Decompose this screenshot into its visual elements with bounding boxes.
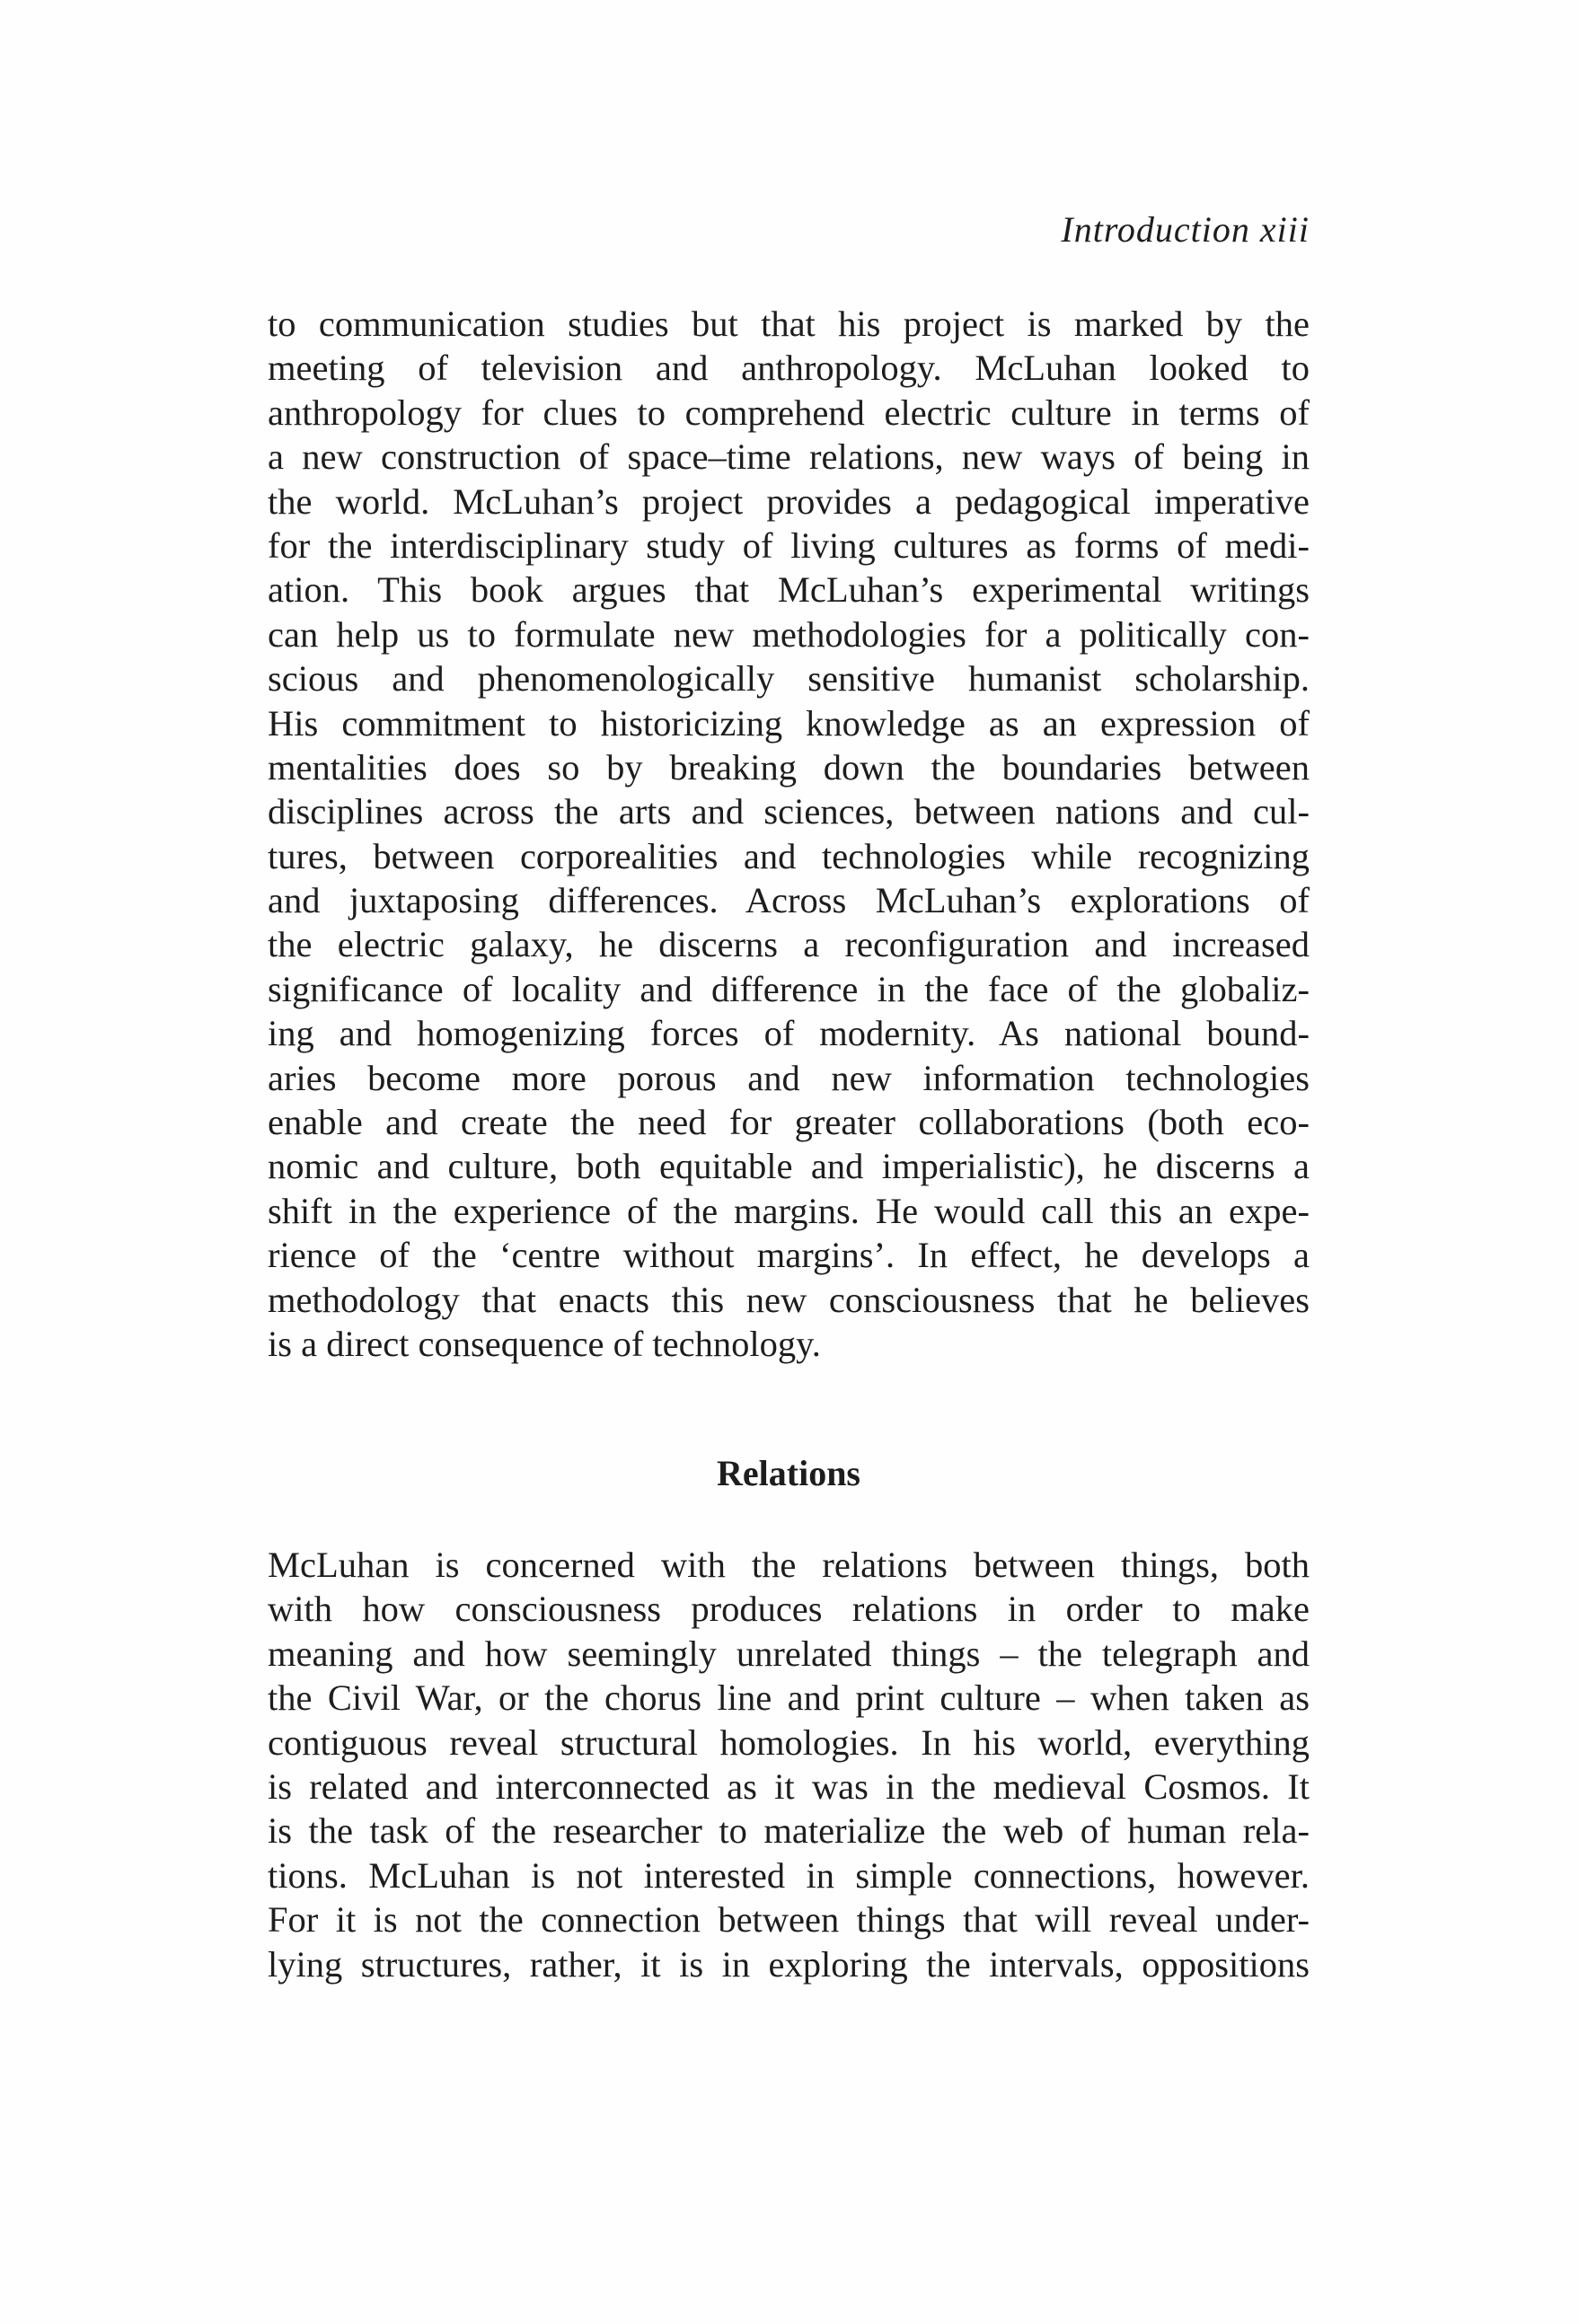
running-head: Introduction xiii [1061,209,1310,250]
text-line: McLuhan is concerned with the relations between things, both [268,1545,1310,1585]
text-line: scious and phenomenologically sensitive humanist scholarship. [268,658,1310,700]
text-line: disciplines across the arts and sciences, between nations and cul- [268,791,1310,832]
text-line: is related and interconnected as it was in the medieval Cosmos. It [268,1765,1310,1807]
text-line: a new construction of space–time relations, new ways of being in [268,436,1310,478]
text-line: rience of the ‘centre without margins’. In effect, he develops a [268,1235,1310,1276]
text-line: ing and homogenizing forces of modernity. As national bound- [268,1013,1310,1054]
text-line: the electric galaxy, he discerns a reconfiguration and increased [268,924,1310,965]
text-line: His commitment to historicizing knowledge as an expression of [268,702,1310,744]
text-line: and juxtaposing differences. Across McLuhan’s explorations of [268,880,1310,921]
text-line: the Civil War, or the chorus line and print culture – when taken as [268,1677,1310,1719]
text-line: nomic and culture, both equitable and imperialistic), he discerns a [268,1146,1310,1187]
text-line: meaning and how seemingly unrelated things – the telegraph and [268,1633,1310,1674]
text-line: tures, between corporealities and technologies while recognizing [268,835,1310,876]
text-line: is a direct consequence of technology. [268,1323,821,1364]
text-line: to communication studies but that his project is marked by the [268,304,1310,344]
body-paragraph-1 [268,302,1310,1366]
text-line: anthropology for clues to comprehend electric culture in terms of [268,392,1310,433]
section-heading: Relations [717,1453,860,1493]
text-line: methodology that enacts this new consciousness that he believes [268,1279,1310,1320]
text-line: For it is not the connection between things that will reveal under- [268,1899,1310,1941]
text-line: shift in the experience of the margins. He would call this an expe- [268,1190,1310,1231]
text-line: significance of locality and difference in the face of the globaliz- [268,968,1310,1009]
text-line: the world. McLuhan’s project provides a pedagogical imperative [268,480,1310,522]
text-line: contiguous reveal structural homologies. In his world, everything [268,1721,1310,1763]
body-paragraph-2 [268,1543,1310,1986]
text-line: with how consciousness produces relations in order to make [268,1589,1310,1630]
text-line: meeting of television and anthropology. McLuhan looked to [268,348,1310,389]
text-line: mentalities does so by breaking down the boundaries between [268,746,1310,788]
text-line: lying structures, rather, it is in exploring the intervals, oppositions [268,1943,1310,1985]
text-line: is the task of the researcher to materialize the web of human rela- [268,1810,1310,1852]
text-line: tions. McLuhan is not interested in simple connections, however. [268,1854,1310,1896]
text-line: can help us to formulate new methodologies for a politically con- [268,613,1310,655]
text-line: aries become more porous and new information technologies [268,1057,1310,1098]
text-line: for the interdisciplinary study of living cultures as forms of medi- [268,524,1310,566]
text-line: enable and create the need for greater collaborations (both eco- [268,1102,1310,1143]
text-line: ation. This book argues that McLuhan’s experimental writings [268,569,1310,611]
